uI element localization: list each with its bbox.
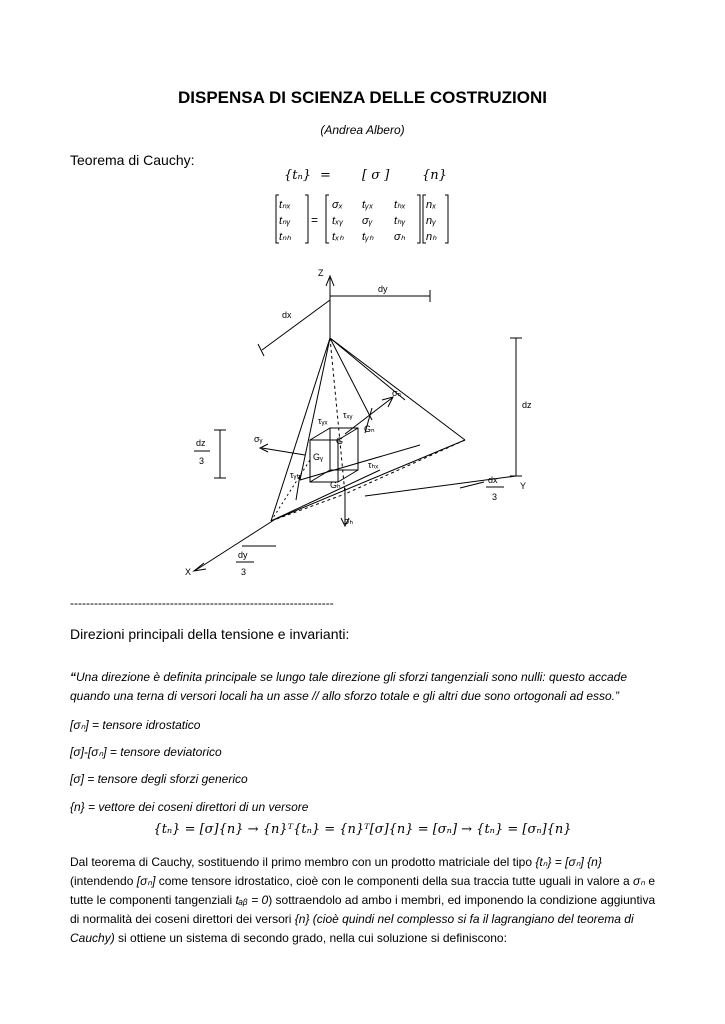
author: (Andrea Albero) [320, 123, 405, 137]
sigma-10: tₓᵧ [332, 215, 344, 227]
label-dy3-den: 3 [241, 567, 247, 577]
eq-sigma: [ σ ] [362, 168, 390, 183]
sigma-20: tₓₕ [332, 231, 344, 243]
label-sigma-z: σₕ [344, 516, 354, 526]
label-dy3-num: dy [238, 550, 248, 560]
label-dx: dx [282, 310, 292, 320]
sigma-11: σᵧ [362, 215, 373, 227]
label-Gn: Gₙ [364, 424, 375, 434]
sigma-02: tₕₓ [394, 199, 406, 211]
label-Gz: Gₕ [330, 480, 341, 490]
section-heading-principal-directions: Direzioni principali della tensione e invarianti: [70, 626, 350, 642]
section-heading-cauchy: Teorema di Cauchy: [70, 152, 195, 168]
definition-item: {n} = vettore dei coseni direttori di un versore [70, 800, 309, 814]
label-sigma-n: σₙ [392, 388, 402, 398]
sigma-21: tᵧₕ [362, 231, 374, 243]
vec-n-2: nₕ [426, 231, 437, 243]
page-title: DISPENSA DI SCIENZA DELLE COSTRUZIONI [178, 88, 547, 107]
eq-n: {n} [422, 168, 447, 183]
label-Gy: Gᵧ [313, 452, 323, 462]
label-tzx: τₕₓ [368, 460, 379, 470]
vec-t-1: tₙᵧ [279, 215, 291, 227]
label-sigma-y: σᵧ [254, 434, 263, 444]
svg-text:=: = [311, 213, 319, 227]
definition-item: [σ] = tensore degli sforzi generico [70, 772, 248, 786]
quote-open: “ [70, 670, 76, 684]
vec-t-0: tₙₓ [279, 199, 291, 211]
body-paragraph: Dal teorema di Cauchy, sostituendo il primo membro con un prodotto matriciale del tipo {tₙ} = [σₙ] {n} (intendendo [σₙ] come tensore idrostatico, cioè con le componenti della sua traccia tutte uguali in valore a σₙ e tutte le componenti tangenziali tₐᵦ = 0) sottraendolo ad ambo i membri, ed imponendo la condizione aggiuntiva di normalità dei coseni direttori dei versori {n} (cioè quindi nel complesso si fa il lagrangiano del teorema di Cauchy) si ottiene un sistema di secondo grado, nella cui soluzione si definiscono: [70, 855, 656, 945]
definition-quote [70, 668, 660, 706]
axis-z-label: Z [318, 268, 324, 278]
divider: ------------------------------------------------------------------ [70, 596, 334, 610]
sigma-12: tₕᵧ [394, 215, 406, 227]
label-tyx: τᵧₓ [318, 416, 328, 426]
definition-item: [σₙ] = tensore idrostatico [70, 718, 201, 732]
vec-n-0: nₓ [426, 199, 437, 211]
eq-equals: = [320, 168, 331, 183]
principal-equation: {tₙ} = [σ]{n} → {n}ᵀ{tₙ} = {n}ᵀ[σ]{n} = [σₙ] → {tₙ} = [σₙ]{n} [153, 822, 572, 837]
axis-x-label: X [185, 567, 192, 577]
axis-y-label: Y [520, 481, 527, 491]
label-txy: τₓᵧ [343, 410, 353, 420]
sigma-01: tᵧₓ [362, 199, 374, 211]
label-dx3-den: 3 [492, 492, 498, 502]
vec-t-2: tₙₕ [279, 231, 291, 243]
vec-n-1: nᵧ [426, 215, 437, 227]
eq-tn: {tₙ} [284, 168, 312, 183]
label-tyz: τᵧₕ [290, 470, 301, 480]
label-dz: dz [522, 400, 532, 410]
sigma-22: σₕ [394, 231, 406, 243]
sigma-00: σₓ [332, 199, 343, 211]
label-G: G [336, 436, 344, 446]
definition-item: [σ]-[σₙ] = tensore deviatorico [70, 745, 222, 759]
label-dy: dy [378, 284, 388, 294]
label-dz3-den: 3 [199, 456, 205, 466]
quote-text: Una direzione è definita principale se lungo tale direzione gli sforzi tangenziali sono nulli: questo accade quando una terna di versori locali ha un asse // allo sforzo totale e gli altri due sono ortogonali ad esso.” [70, 670, 628, 703]
label-dx3-num: dx [488, 475, 498, 485]
label-dz3-num: dz [196, 438, 206, 448]
